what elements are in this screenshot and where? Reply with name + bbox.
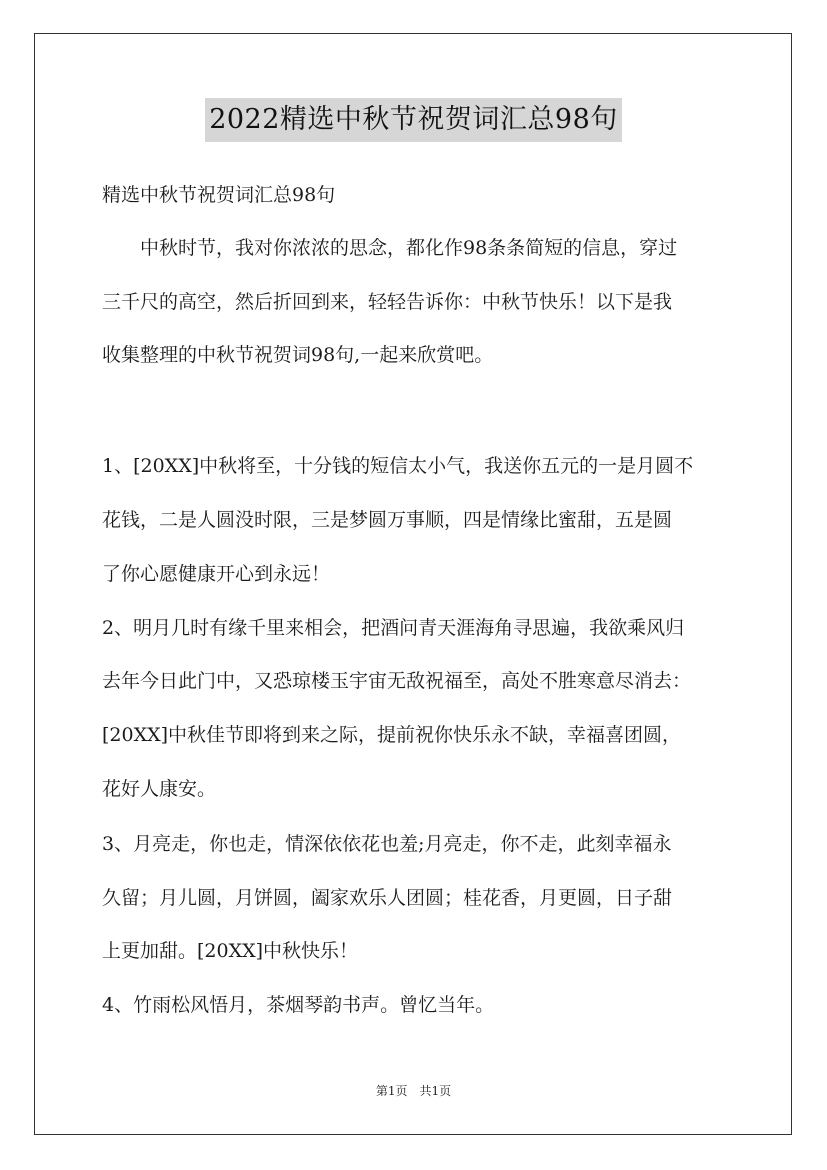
document-subtitle: 精选中秋节祝贺词汇总98句 xyxy=(102,184,336,206)
item-line: 4、竹雨松风悟月，茶烟琴韵书声。曾忆当年。 xyxy=(102,994,495,1016)
intro-line: 中秋时节，我对你浓浓的思念，都化作98条条简短的信息，穿过 xyxy=(102,237,678,259)
item-line: 1、[20XX]中秋将至，十分钱的短信太小气，我送你五元的一是月圆不 xyxy=(102,455,694,477)
item-line: 上更加甜。[20XX]中秋快乐！ xyxy=(102,940,359,962)
item-line: 久留；月儿圆，月饼圆，阖家欢乐人团圆；桂花香，月更圆，日子甜 xyxy=(102,887,673,909)
intro-line: 三千尺的高空，然后折回到来，轻轻告诉你：中秋节快乐！以下是我 xyxy=(102,291,673,313)
item-line: 花钱，二是人圆没时限，三是梦圆万事顺，四是情缘比蜜甜，五是圆 xyxy=(102,509,673,531)
item-line: 2、明月几时有缘千里来相会，把酒问青天涯海角寻思遍，我欲乘风归 xyxy=(102,617,685,639)
item-line: 3、月亮走，你也走，情深依依花也羞;月亮走，你不走，此刻幸福永 xyxy=(102,833,672,855)
title-container xyxy=(0,98,827,142)
item-line: 去年今日此门中，又恐琼楼玉宇宙无敌祝福至，高处不胜寒意尽消去： xyxy=(102,670,692,692)
item-line: 了你心愿健康开心到永远！ xyxy=(102,563,331,585)
document-title: 2022精选中秋节祝贺词汇总98句 xyxy=(205,98,622,142)
intro-line: 收集整理的中秋节祝贺词98句,一起来欣赏吧。 xyxy=(102,344,494,366)
page-footer: 第1页 共1页 xyxy=(375,1084,452,1098)
item-line: [20XX]中秋佳节即将到来之际，提前祝你快乐永不缺，幸福喜团圆， xyxy=(102,724,682,746)
item-line: 花好人康安。 xyxy=(102,778,217,800)
